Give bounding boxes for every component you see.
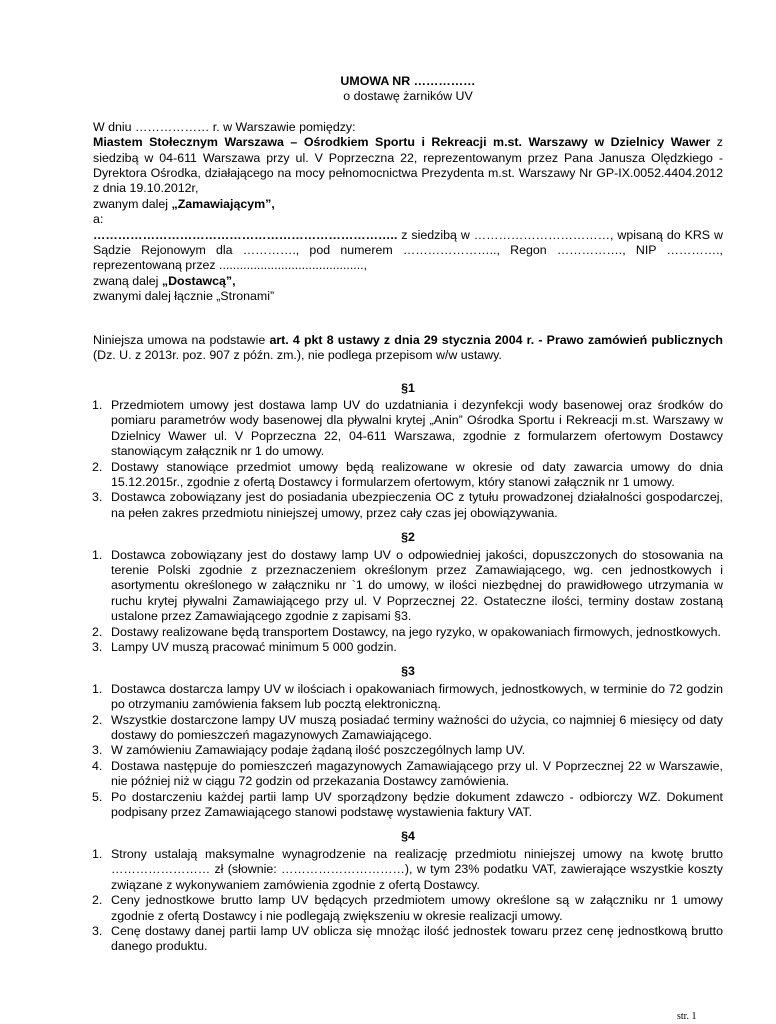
list-item bbox=[93, 790, 723, 821]
list-item-text: Strony ustalają maksymalne wynagrodzenie na realizację przedmiotu niniejszej umowy na kwotę brutto …………………… zł (słownie: …………………………), w tym 23% podatku VAT, zawierające wszystkie koszty związane z wykonywaniem zamówienia zgodnie z ofertą Dostawcy. bbox=[111, 846, 723, 892]
list-item-number: 3. bbox=[92, 743, 103, 758]
party-2-called-prefix: zwaną dalej bbox=[93, 273, 162, 288]
list-item-text: Dostawy realizowane będą transportem Dostawcy, na jego ryzyko, w opakowaniach firmowych, jednostkowych. bbox=[111, 624, 721, 639]
list-item-number: 1. bbox=[92, 681, 103, 696]
list-item bbox=[93, 682, 723, 713]
list-item-number: 2. bbox=[92, 624, 103, 639]
section-2-list bbox=[93, 548, 723, 656]
list-item-text: Dostawy stanowiące przedmiot umowy będą realizowane w okresie od daty zawarcia umowy do dnia 15.12.2015r., zgodnie z ofertą Dostawcy i formularzem ofertowym, który stanowi załącznik nr 1 umowy. bbox=[111, 459, 723, 489]
list-item bbox=[93, 713, 723, 744]
list-item-number: 2. bbox=[92, 459, 103, 474]
list-item-text: Dostawa następuje do pomieszczeń magazynowych Zamawiającego przy ul. V Poprzecznej 22 w Warszawie, nie później niż w ciągu 72 godzin od przekazania Dostawcy zamówienia. bbox=[111, 758, 723, 789]
list-item-number: 1. bbox=[92, 397, 103, 412]
list-item-text: Dostawca dostarcza lampy UV w ilościach i opakowaniach firmowych, jednostkowych, w terminie do 72 godzin po otrzymaniu zamówienia faksem lub pocztą elektroniczną. bbox=[111, 681, 723, 712]
party-2-paragraph bbox=[93, 228, 723, 274]
list-item bbox=[93, 847, 723, 893]
party-2-details: z siedzibą w ……………………………, wpisaną do KRS w Sądzie Rejonowym dla …………., pod numerem ………………….., Regon ……………., NIP …………., reprezentowaną przez .........................................., bbox=[93, 227, 723, 273]
party-1-called: „Zamawiającym”, bbox=[171, 196, 275, 211]
page-number: str. 1 bbox=[677, 1011, 697, 1022]
list-item-text: Cenę dostawy danej partii lamp UV oblicza się mnożąc ilość jednostek towaru przez cenę jednostkową brutto danego produktu. bbox=[111, 923, 723, 954]
contract-document bbox=[93, 74, 723, 955]
list-item-text: Ceny jednostkowe brutto lamp UV będących przedmiotem umowy określone są w załączniku nr 1 umowy zgodnie z ofertą Dostawcy i nie podlegają zwiększeniu w okresie realizacji umowy. bbox=[111, 893, 723, 923]
list-item bbox=[93, 490, 723, 521]
list-item-number: 2. bbox=[92, 893, 103, 908]
party-2-name-blank: ……………………………………………………………….. bbox=[93, 227, 398, 242]
section-4-list bbox=[93, 847, 723, 955]
list-item bbox=[93, 548, 723, 625]
parties-together: zwanymi dalej łącznie „Stronami” bbox=[93, 289, 275, 304]
list-item-text: W zamówieniu Zamawiający podaje żądaną ilość poszczególnych lamp UV. bbox=[111, 743, 526, 758]
list-item-text: Po dostarczeniu każdej partii lamp UV sporządzony będzie dokument zdawczo - odbiorczy WZ. Dokument podpisany przez Zamawiającego stanowi podstawę wystawienia faktury VAT. bbox=[111, 789, 723, 820]
legal-basis bbox=[93, 333, 723, 364]
list-item-number: 3. bbox=[92, 923, 103, 938]
section-heading: §3 bbox=[401, 664, 415, 679]
list-item bbox=[93, 460, 723, 491]
list-item-number: 1. bbox=[92, 846, 103, 861]
party-1-paragraph bbox=[93, 135, 723, 197]
party-1-designation bbox=[93, 197, 723, 212]
list-item bbox=[93, 398, 723, 460]
contract-title: UMOWA NR …………… bbox=[340, 74, 476, 88]
list-item bbox=[93, 625, 723, 640]
party-1-called-prefix: zwanym dalej bbox=[93, 196, 172, 211]
list-item-number: 3. bbox=[92, 490, 103, 505]
section-heading: §2 bbox=[401, 530, 415, 545]
list-item-text: Dostawca zobowiązany jest do dostawy lamp UV o odpowiedniej jakości, dopuszczonych do stosowania na terenie Polski zgodnie z przeznaczeniem określonym przez Zamawiającego, wg. cen jednostkowych i asortymentu określonego w załączniku nr `1 do umowy, w ilości niezbędnej do prawidłowego utrzymania w ruchu krytej pływalni Zamawiającego przy ul. V Poprzecznej 22. Ostateczne ilości, terminy dostaw zostaną ustalone przez Zamawiającego zgodnie z zapisami §3. bbox=[111, 547, 723, 624]
legal-basis-suffix: (Dz. U. z 2013r. poz. 907 z późn. zm.), nie podlega przepisom w/w ustawy. bbox=[93, 348, 502, 363]
party-2-designation bbox=[93, 274, 723, 289]
party-1-name: Miastem Stołecznym Warszawa – Ośrodkiem Sportu i Rekreacji m.st. Warszawy w Dzielnicy Wawer bbox=[93, 135, 711, 150]
section-3-list bbox=[93, 682, 723, 821]
section-1-list bbox=[93, 398, 723, 521]
legal-basis-act: art. 4 pkt 8 ustawy z dnia 29 stycznia 2004 r. - Prawo zamówień publicznych bbox=[269, 332, 724, 347]
party-2-called: „Dostawcą”, bbox=[161, 273, 236, 288]
legal-basis-prefix: Niniejsza umowa na podstawie bbox=[93, 332, 270, 347]
contract-subtitle: o dostawę żarników UV bbox=[343, 89, 473, 104]
list-item-number: 4. bbox=[92, 758, 103, 773]
contract-intro: W dniu ……………… r. w Warszawie pomiędzy: bbox=[93, 119, 356, 134]
list-item-text: Lampy UV muszą pracować minimum 5 000 godzin. bbox=[111, 640, 397, 654]
section-heading: §4 bbox=[401, 829, 415, 844]
party-1-details: z siedzibą w 04-611 Warszawa przy ul. V Poprzeczna 22, reprezentowanym przez Pana Janusza Olędzkiego - Dyrektora Ośrodka, działającego na mocy pełnomocnictwa Prezydenta m.st. Warszawy Nr GP-IX.0052.4404.2012 z dnia 19.10.2012r, bbox=[93, 135, 724, 196]
list-item-number: 5. bbox=[92, 789, 103, 804]
list-item bbox=[93, 893, 723, 924]
list-item-text: Wszystkie dostarczone lampy UV muszą posiadać terminy ważności do użycia, co najmniej 6 miesięcy od daty dostawy do pomieszczeń magazynowych Zamawiającego. bbox=[111, 712, 723, 743]
list-item-number: 1. bbox=[92, 547, 103, 562]
list-item-number: 2. bbox=[92, 712, 103, 727]
conjunction: a: bbox=[93, 212, 104, 227]
list-item-text: Dostawca zobowiązany jest do posiadania ubezpieczenia OC z tytułu prowadzonej działalności gospodarczej, na pełen zakres przedmiotu niniejszej umowy, przez cały czas jej obowiązywania. bbox=[111, 490, 723, 520]
section-heading: §1 bbox=[401, 380, 415, 395]
list-item bbox=[93, 924, 723, 955]
list-item-text: Przedmiotem umowy jest dostawa lamp UV do uzdatniania i dezynfekcji wody basenowej oraz środków do pomiaru parametrów wody basenowej dla pływalni krytej „Anin” Ośrodka Sportu i Rekreacji m.st. Warszawy w Dzielnicy Wawer ul. V Poprzeczna 22, 04-611 Warszawa, zgodnie z formularzem ofertowym Dostawcy stanowiącym załącznik nr 1 do umowy. bbox=[111, 397, 723, 459]
list-item-number: 3. bbox=[92, 640, 103, 654]
list-item bbox=[93, 640, 723, 655]
list-item bbox=[93, 743, 723, 758]
list-item bbox=[93, 759, 723, 790]
